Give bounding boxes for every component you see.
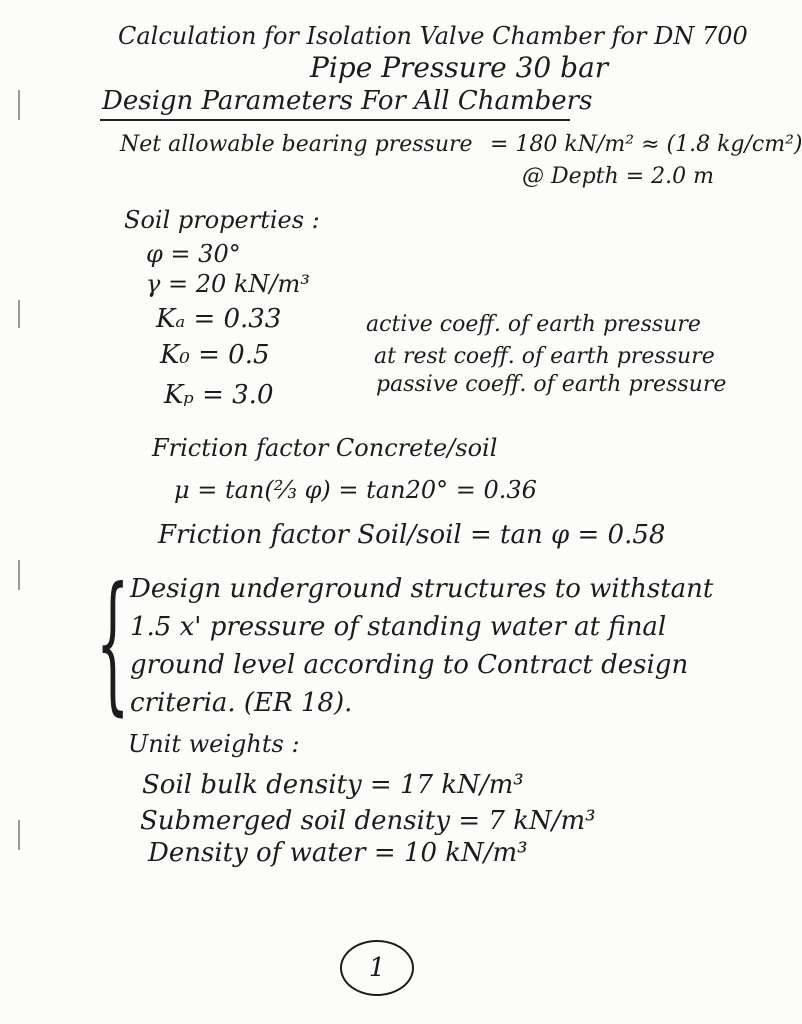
- mu-formula: μ = tan(⅔ φ) = tan20° = 0.36: [174, 476, 537, 504]
- bearing-value: = 180 kN/m² ≈ (1.8 kg/cm²): [490, 132, 802, 157]
- kp-description: passive coeff. of earth pressure: [376, 372, 727, 397]
- design-note-line-2: 1.5 x' pressure of standing water at final: [130, 612, 667, 642]
- margin-mark: [18, 820, 20, 850]
- friction-soil-soil: Friction factor Soil/soil = tan φ = 0.58: [158, 520, 666, 550]
- page-number-circle: [340, 940, 414, 996]
- ko-value: K₀ = 0.5: [160, 340, 270, 370]
- margin-mark: [18, 90, 20, 120]
- gamma-value: γ = 20 kN/m³: [146, 270, 310, 298]
- bearing-depth: @ Depth = 2.0 m: [522, 164, 715, 189]
- curly-brace: {: [96, 556, 130, 730]
- soil-properties-heading: Soil properties :: [124, 206, 320, 234]
- water-density: Density of water = 10 kN/m³: [148, 838, 528, 868]
- design-note-line-1: Design underground structures to withstant: [130, 574, 714, 604]
- title-line-1: Calculation for Isolation Valve Chamber for DN 700: [118, 22, 748, 50]
- margin-mark: [18, 300, 20, 328]
- unit-weights-heading: Unit weights :: [128, 730, 300, 758]
- margin-mark: [18, 560, 20, 590]
- page-number: 1: [368, 953, 386, 983]
- ka-description: active coeff. of earth pressure: [366, 312, 701, 337]
- friction-concrete-soil-label: Friction factor Concrete/soil: [152, 434, 498, 462]
- ka-value: Kₐ = 0.33: [156, 304, 282, 334]
- soil-bulk-density: Soil bulk density = 17 kN/m³: [142, 770, 524, 800]
- heading-underline: [100, 119, 570, 121]
- title-line-2: Pipe Pressure 30 bar: [310, 51, 609, 84]
- ko-description: at rest coeff. of earth pressure: [374, 344, 715, 369]
- kp-value: Kₚ = 3.0: [164, 380, 274, 410]
- design-note-line-3: ground level according to Contract design: [130, 650, 689, 680]
- submerged-soil-density: Submerged soil density = 7 kN/m³: [140, 806, 596, 836]
- bearing-label: Net allowable bearing pressure: [120, 132, 473, 157]
- section-heading: Design Parameters For All Chambers: [102, 86, 593, 116]
- phi-value: φ = 30°: [146, 240, 241, 268]
- design-note-line-4: criteria. (ER 18).: [130, 688, 353, 718]
